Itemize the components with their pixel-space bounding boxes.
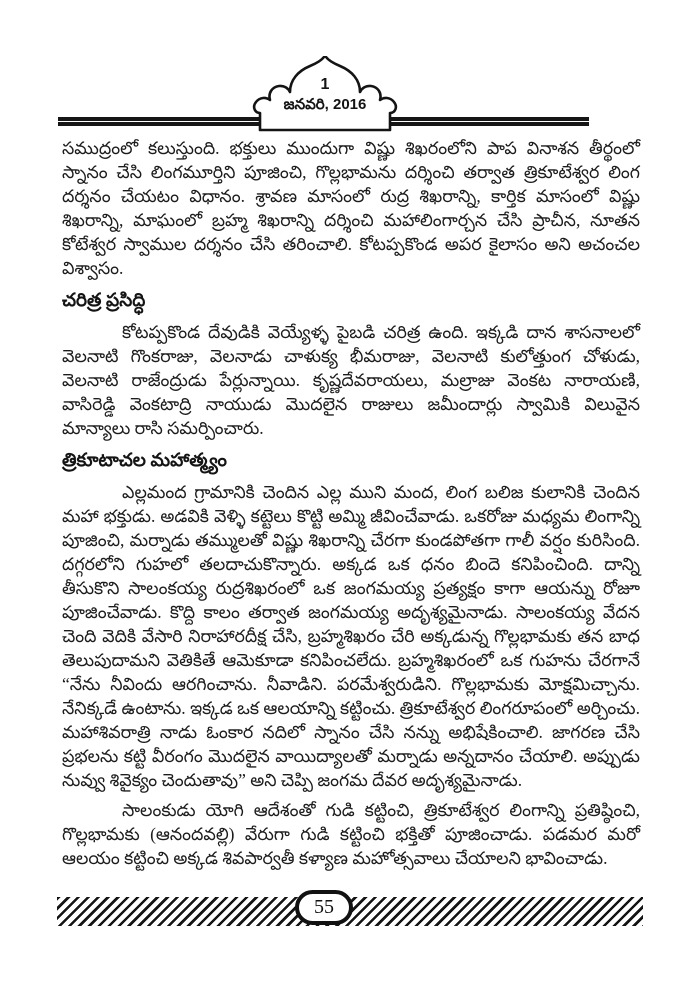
body-paragraph-legend: ఎల్లమంద గ్రామానికి చెందిన ఎల్ల ముని మంద, లింగ బలిజ కులానికి చెందిన మహా భక్తుడు. అడవికి వెళ్ళి కట్టెలు కొట్టి అమ్మి జీవించేవాడు. ఒకరోజు మధ్యమ లింగాన్ని పూజించి, మర్నాడు తమ్ములతో విష్ణు శిఖరాన్ని చేరగా కుండపోతగా గాలీ వర్షం కురిసింది. దగ్గరలోని గుహలో తలదాచుకొన్నారు. అక్కడ ఒక ధనం బిందె కనిపించింది. దాన్ని తీసుకొని సాలంకయ్య రుద్రశిఖరంలో ఒక జంగమయ్య ప్రత్యక్షం కాగా ఆయన్ను రోజూ పూజించేవాడు. కొద్ది కాలం తర్వాత జంగమయ్య అదృశ్యమైనాడు. సాలంకయ్య వేదన చెంది వెదికి వేసారి నిరాహారదీక్ష చేసి, బ్రహ్మశిఖరం చేరి అక్కడున్న గొల్లభామకు తన బాధ తెలుపుదామని వెతికితే ఆమెకూడా కనిపించలేదు. బ్రహ్మశిఖరంలో ఒక గుహను చేరగానే “నేను నీవిందు ఆరగించాను. నీవాడిని. పరమేశ్వరుడిని. గొల్లభామకు మోక్షమిచ్చాను. నేనిక్కడే ఉంటాను. ఇక్కడ ఒక ఆలయాన్ని కట్టించు. త్రికూటేశ్వర లింగరూపంలో అర్చించు. మహాశివరాత్రి నాడు ఓంకార నదిలో స్నానం చేసి నన్ను అభిషేకించాలి. జాగరణ చేసి ప్రభలను కట్టి వీరంగం మొదలైన వాయిద్యాలతో మర్నాడు అన్నదానం చేయాలి. అప్పుడు నువ్వు శివైక్యం చెందుతావు” అని చెప్పి జంగమ దేవర అదృశ్యమైనాడు. — [62, 482, 640, 790]
body-paragraph-continued: సముద్రంలో కలుస్తుంది. భక్తులు ముందుగా విష్ణు శిఖరంలోని పాప వినాశన తీర్థంలో స్నానం చేసి లింగమూర్తిని పూజించి, గొల్లభామను దర్శించి తర్వాత త్రికూటేశ్వర లింగ దర్శనం చేయటం విధానం. శ్రావణ మాసంలో రుద్ర శిఖరాన్ని, కార్తిక మాసంలో విష్ణు శిఖరాన్ని, మాఘంలో బ్రహ్మ శిఖరాన్ని దర్శించి మహాలింగార్చన చేసి ప్రాచీన, నూతన కోటేశ్వర స్వాముల దర్శనం చేసి తరించాలి. కోటప్పకొండ అపర కైలాసం అని అచంచల విశ్వాసం. — [62, 138, 640, 278]
body-paragraph-temple: సాలంకుడు యోగి ఆదేశంతో గుడి కట్టించి, త్రికూటేశ్వర లింగాన్ని ప్రతిష్ఠించి, గొల్లభామకు (ఆనందవల్లి) వేరుగా గుడి కట్టించి భక్తితో పూజించాడు. పడమర మరో ఆలయం కట్టించి అక్కడ శివపార్వతీ కళ్యాణ మహోత్సవాలు చేయాలని భావించాడు. — [62, 800, 640, 868]
section-heading-history: చరిత్ర ప్రసిద్ధి — [62, 291, 146, 311]
issue-number: 1 — [320, 76, 330, 93]
section-heading-mahatmyam: త్రికూటాచల మహాత్మ్యం — [62, 451, 227, 471]
page-body-text — [62, 136, 640, 876]
page-number: 55 — [314, 896, 334, 918]
header-dome-ornament — [249, 56, 401, 134]
dome-outline-shape — [254, 56, 396, 130]
body-paragraph-history: కోటప్పకొండ దేవుడికి వెయ్యేళ్ళ పైబడి చరిత్ర ఉంది. ఇక్కడి దాన శాసనాలలో వెలనాటి గొంకరాజు, వెలనాడు చాళుక్య భీమరాజు, వెలనాటి కులోత్తుంగ చోళుడు, వెలనాటి రాజేంద్రుడు పేర్లున్నాయి. కృష్ణదేవరాయలు, మల్రాజు వెంకట నారాయణి, వాసిరెడ్డి వెంకటాద్రి నాయుడు మొదలైన రాజులు జమీందార్లు స్వామికి విలువైన మాన్యాలు రాసి సమర్పించారు. — [62, 322, 640, 438]
issue-date: జనవరి, 2016 — [283, 96, 367, 113]
page-number-badge — [295, 890, 353, 925]
